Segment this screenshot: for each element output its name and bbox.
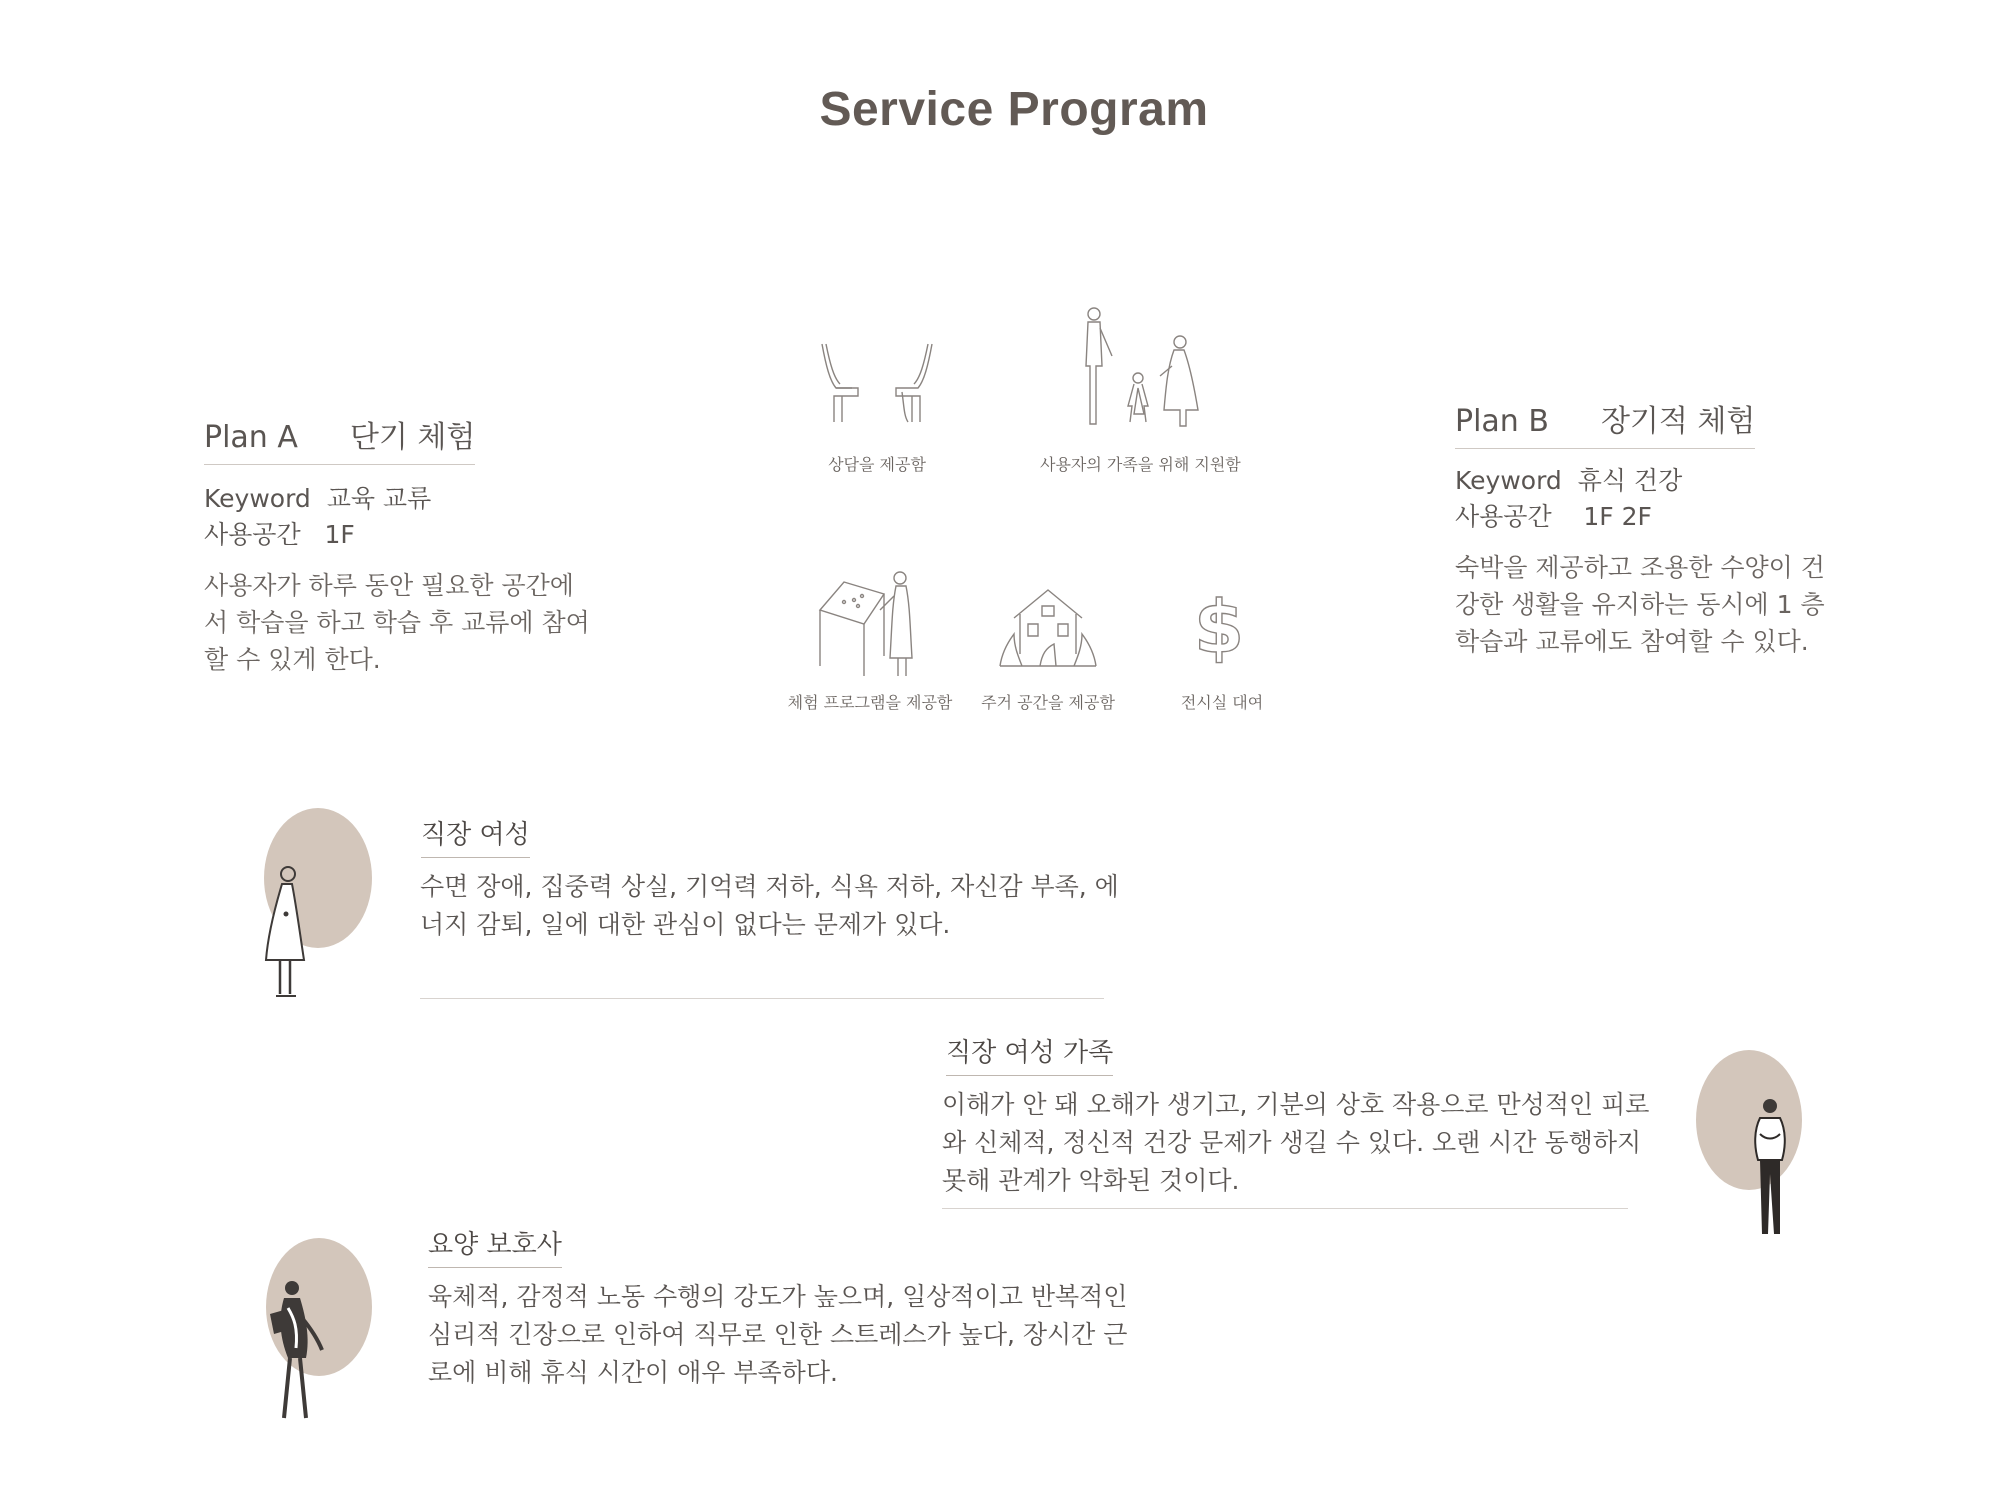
persona-1-title: 직장 여성 (421, 814, 530, 858)
plan-a-subtitle: 단기 체험 (349, 420, 476, 455)
plan-a-keyword-label: Keyword (204, 484, 311, 513)
chairs-icon (812, 336, 942, 426)
plan-a-description: 사용자가 하루 동안 필요한 공간에서 학습을 하고 학습 후 교류에 참여할 수 있게 한다. (204, 571, 590, 674)
persona-3-description: 육체적, 감정적 노동 수행의 강도가 높으며, 일상적이고 반복적인 심리적 긴장으로 인하여 직무로 인한 스트레스가 높다, 장시간 근로에 비해 휴식 시간이 애우 부족하다. (428, 1282, 1128, 1387)
plan-b-keyword-label: Keyword (1455, 466, 1562, 495)
page-title: Service Program (819, 83, 1209, 136)
persona-2-divider (942, 1208, 1628, 1209)
plan-a-label: Plan A (204, 420, 298, 455)
plan-a-space-label: 사용공간 (204, 520, 301, 549)
plan-b-description: 숙박을 제공하고 조용한 수양이 건강한 생활을 유지하는 동시에 1 층 학습과 교류에도 참여할 수 있다. (1455, 553, 1825, 656)
plan-b-section (1455, 396, 1847, 660)
plan-b-space-value: 1F 2F (1583, 502, 1652, 531)
caregiver-icon (266, 1278, 334, 1422)
plan-a-keyword-row (204, 481, 596, 517)
dollar-icon (1192, 588, 1246, 664)
house-icon (998, 584, 1098, 670)
icon-caption-3: 체험 프로그램을 제공함 (787, 693, 953, 712)
persona-1-description: 수면 장애, 집중력 상실, 기억력 저하, 식욕 저하, 자신감 부족, 에너지 감퇴, 일에 대한 관심이 없다는 문제가 있다. (420, 872, 1119, 939)
icon-caption-5: 전시실 대여 (1180, 693, 1264, 712)
family-icon (1076, 306, 1206, 428)
plan-b-label: Plan B (1455, 404, 1549, 439)
plan-a-heading (204, 412, 475, 465)
plan-b-space-row (1455, 499, 1847, 535)
plan-a-space-value: 1F (324, 520, 355, 549)
persona-2-description: 이해가 안 돼 오해가 생기고, 기분의 상호 작용으로 만성적인 피로와 신체적, 정신적 건강 문제가 생길 수 있다. 오랜 시간 동행하지 못해 관계가 악화된 것이다. (942, 1090, 1650, 1195)
plan-b-keyword-row (1455, 463, 1847, 499)
persona-1-divider (420, 998, 1104, 999)
plan-b-keyword-value: 휴식 건강 (1577, 466, 1683, 495)
family-member-icon (1746, 1094, 1792, 1238)
svg-text:$: $ (1193, 588, 1245, 664)
plan-b-heading (1455, 396, 1755, 449)
working-woman-icon (258, 864, 312, 1000)
plan-a-space-row (204, 517, 596, 553)
plan-a-section (204, 412, 596, 678)
icon-caption-1: 상담을 제공함 (828, 455, 926, 474)
persona-3-title: 요양 보호사 (428, 1224, 562, 1268)
plan-b-space-label: 사용공간 (1455, 502, 1552, 531)
plan-b-subtitle: 장기적 체험 (1600, 404, 1756, 439)
icon-caption-2: 사용자의 가족을 위해 지원함 (1040, 455, 1241, 474)
table-person-icon (814, 566, 926, 678)
icon-caption-4: 주거 공간을 제공함 (981, 693, 1115, 712)
persona-2-title: 직장 여성 가족 (946, 1032, 1113, 1076)
plan-a-keyword-value: 교육 교류 (326, 484, 432, 513)
